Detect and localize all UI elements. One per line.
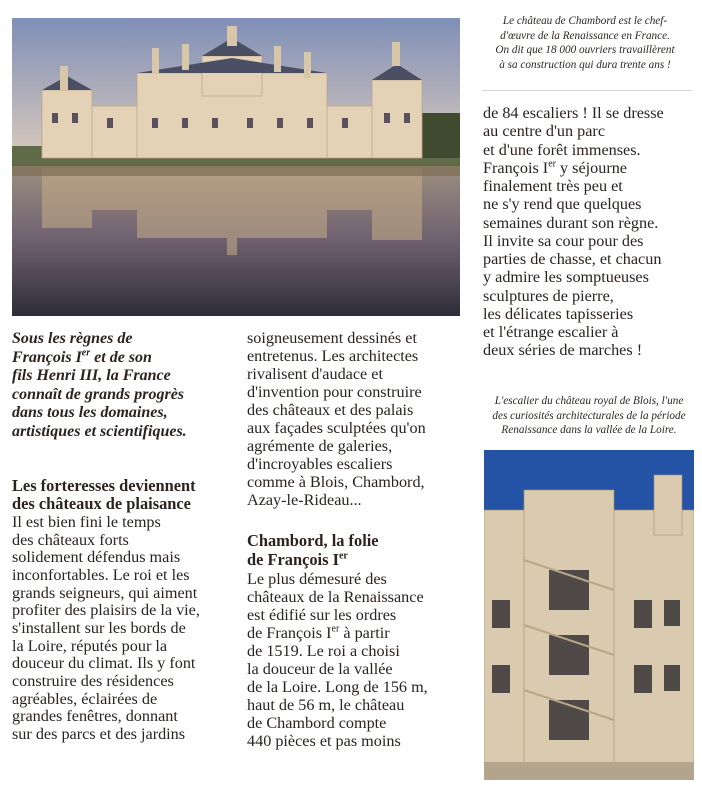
chambord-castle-illustration	[12, 18, 460, 316]
text-line: Il est bien fini le temps	[12, 513, 161, 531]
right-column-text	[483, 104, 664, 360]
heading-line: Chambord, la folie	[247, 531, 379, 550]
text-line: agrémente de galeries,	[247, 437, 393, 455]
text-line	[12, 349, 187, 368]
text-line: et l'étrange escalier à	[483, 323, 619, 341]
superscript: er	[338, 550, 348, 562]
text-line: haut de 56 m, le château	[247, 696, 405, 714]
heading-line: des châteaux de plaisance	[12, 494, 191, 514]
text-line: et d'une forêt immenses.	[483, 140, 641, 159]
superscript: er	[548, 158, 556, 170]
text-line: au centre d'un parc	[483, 122, 606, 141]
text-line: connaît de grands progrès	[12, 385, 185, 403]
text-line: grands seigneurs, qui aiment	[12, 583, 198, 602]
blois-staircase-photo	[484, 450, 694, 780]
text-fragment: François I	[483, 158, 549, 177]
superscript: er	[331, 623, 340, 635]
text-fragment: y séjourne	[555, 158, 627, 177]
text-line: douceur du climat. Ils y font	[12, 654, 196, 673]
blois-staircase-illustration	[484, 450, 694, 780]
text-line: la douceur de la vallée	[247, 660, 393, 678]
text-line: semaines durant son règne.	[483, 213, 659, 232]
section-heading-forteresses	[12, 477, 196, 513]
text-line: Azay-le-Rideau...	[247, 491, 362, 509]
text-line: Le plus démesuré des	[247, 570, 387, 588]
superscript: er	[81, 347, 91, 359]
text-line: soigneusement dessinés et	[247, 329, 417, 347]
text-line: Il invite sa cour pour des	[483, 231, 644, 250]
chambord-paragraph	[247, 570, 428, 750]
text-fragment: à partir	[339, 624, 390, 642]
text-line: dans tous les domaines,	[12, 404, 168, 422]
text-line: Sous les règnes de	[12, 330, 133, 347]
intro-paragraph	[12, 330, 187, 442]
caption-line: d'œuvre de la Renaissance en France.	[500, 29, 670, 42]
text-line: la Loire, réputés pour la	[12, 636, 168, 655]
text-line: de 84 escaliers ! Il se dresse	[483, 104, 664, 122]
text-line: sur des parcs et des jardins	[12, 724, 186, 743]
text-line: profiter des plaisirs de la vie,	[12, 601, 200, 620]
text-fragment: François I	[12, 348, 82, 366]
text-line: châteaux de la Renaissance	[247, 588, 424, 606]
text-line: les délicates tapisseries	[483, 304, 634, 323]
text-line: sculptures de pierre,	[483, 286, 614, 305]
text-fragment: et de son	[90, 348, 152, 366]
section-heading-chambord	[247, 532, 379, 569]
text-line: parties de chasse, et chacun	[483, 250, 662, 268]
text-line: d'incroyables escaliers	[247, 455, 393, 473]
text-line: inconfortables. Le roi et les	[12, 565, 190, 584]
caption-line: On dit que 18 000 ouvriers travaillèrent	[495, 44, 675, 56]
text-line: s'installent sur les bords de	[12, 618, 186, 637]
forteresses-paragraph	[12, 514, 200, 744]
caption-line: à sa construction qui dura trente ans !	[499, 58, 671, 71]
blois-photo-caption	[481, 394, 697, 438]
text-line	[483, 159, 664, 177]
chambord-castle-photo	[12, 18, 460, 316]
caption-line: L'escalier du château royal de Blois, l'une	[494, 395, 684, 407]
heading-line	[247, 551, 379, 570]
caption-line: Renaissance dans la vallée de la Loire.	[501, 424, 677, 436]
text-fragment: de François I	[247, 624, 332, 642]
text-line: aux façades sculptées qu'on	[247, 419, 426, 437]
caption-line: Le château de Chambord est le chef-	[502, 15, 668, 27]
text-line	[247, 624, 428, 642]
middle-column-paragraph	[247, 329, 426, 509]
chambord-photo-caption	[470, 14, 700, 72]
text-line: solidement défendus mais	[12, 548, 181, 567]
text-line: agréables, éclairées de	[12, 689, 158, 708]
text-line: entretenus. Les architectes	[247, 347, 419, 365]
text-line: comme à Blois, Chambord,	[247, 473, 425, 491]
text-line: fils Henri III, la France	[12, 367, 171, 385]
text-line: de 1519. Le roi a choisi	[247, 642, 400, 660]
text-line: des châteaux et des palais	[247, 401, 414, 419]
text-line: des châteaux forts	[12, 530, 129, 549]
text-line: de la Loire. Long de 156 m,	[247, 678, 428, 696]
heading-line: Les forteresses deviennent	[12, 476, 196, 495]
caption-divider	[482, 90, 692, 91]
text-line: artistiques et scientifiques.	[12, 422, 187, 440]
text-line: deux séries de marches !	[483, 341, 643, 360]
text-line: y admire les somptueuses	[483, 268, 649, 287]
text-line: d'invention pour construire	[247, 383, 422, 401]
text-line: 440 pièces et pas moins	[247, 732, 401, 750]
text-line: de Chambord compte	[247, 714, 387, 732]
text-line: construire des résidences	[12, 671, 174, 690]
text-line: est édifié sur les ordres	[247, 606, 397, 624]
text-line: rivalisent d'audace et	[247, 365, 383, 383]
text-line: ne s'y rend que quelques	[483, 195, 642, 214]
text-line: grandes fenêtres, donnant	[12, 707, 178, 726]
text-line: finalement très peu et	[483, 177, 623, 195]
caption-line: des curiosités architecturales de la période	[492, 409, 686, 422]
text-fragment: de François I	[247, 549, 339, 569]
